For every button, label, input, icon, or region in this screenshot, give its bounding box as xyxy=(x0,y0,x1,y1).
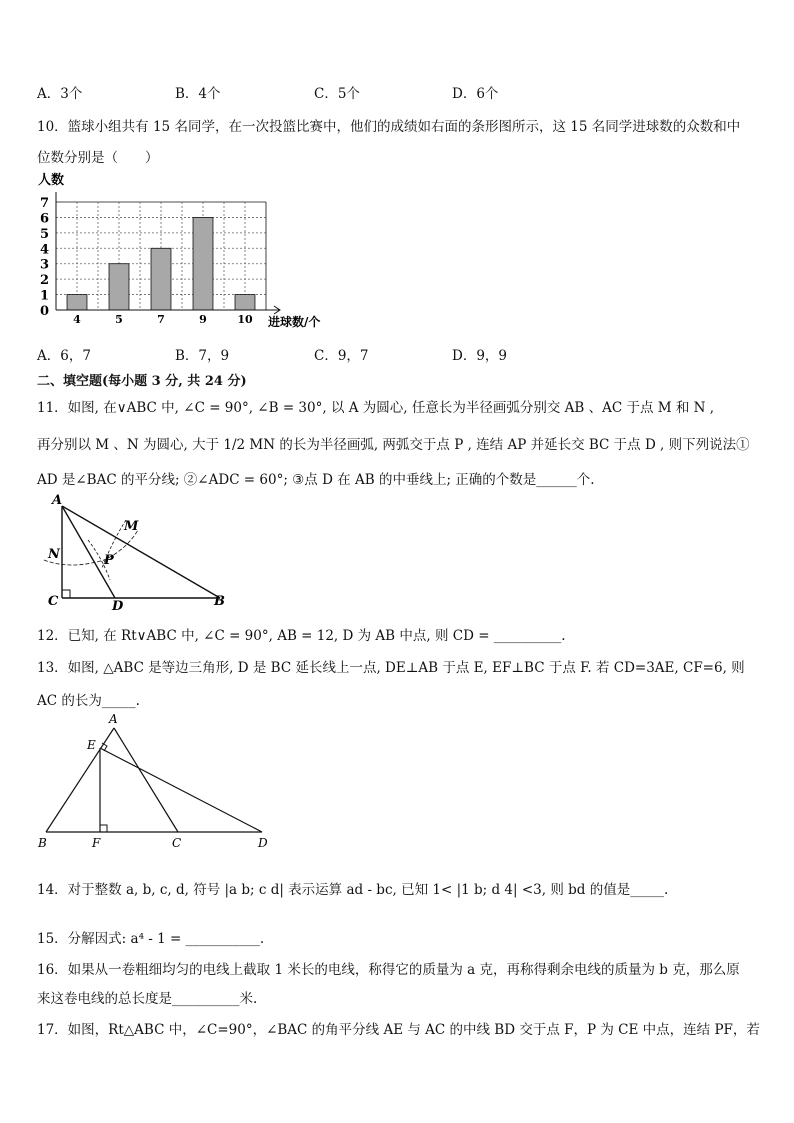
fig13-label-c: C xyxy=(172,836,182,850)
q13-text-line1: 13．如图, △ABC 是等边三角形, D 是 BC 延长线上一点, DE⊥AB 于点 E, EF⊥BC 于点 F. 若 CD=3AE, CF=6, 则 xyxy=(37,660,745,676)
q11-text-line1: 11．如图, 在∨ABC 中, ∠C = 90°, ∠B = 30°, 以 A 为圆心, 任意长为半径画弧分别交 AB 、AC 于点 M 和 N , xyxy=(37,400,715,416)
q16-text-line2: 来这卷电线的总长度是__________米. xyxy=(37,991,258,1007)
q9-option-c: C．5个 xyxy=(314,86,360,102)
bar-5 xyxy=(109,264,129,310)
q11-text-line3: AD 是∠BAC 的平分线; ②∠ADC = 60°; ③点 D 在 AB 的中垂线上; 正确的个数是______个. xyxy=(37,472,595,488)
fig11-label-m: M xyxy=(124,519,139,534)
q15-text: 15．分解因式: a⁴ - 1 = ___________. xyxy=(37,931,265,947)
bar-chart xyxy=(30,170,340,332)
fig11-label-b: B xyxy=(214,594,225,609)
q13-figure xyxy=(30,710,280,850)
q11-text-line2: 再分别以 M 、N 为圆心, 大于 1/2 MN 的长为半径画弧, 两弧交于点 P , 连结 AP 并延长交 BC 于点 D , 则下列说法① xyxy=(37,437,750,453)
chart-xlabel: 进球数/个 xyxy=(268,315,321,329)
x-tick-label: 5 xyxy=(115,313,123,326)
bar-7 xyxy=(151,248,171,310)
q17-text: 17．如图，Rt△ABC 中，∠C=90°，∠BAC 的角平分线 AE 与 AC 的中线 BD 交于点 F，P 为 CE 中点，连结 PF，若 xyxy=(37,1022,760,1038)
fig13-label-a: A xyxy=(109,712,118,726)
y-tick-label: 7 xyxy=(40,196,50,211)
q10-option-d: D．9，9 xyxy=(452,348,508,364)
q11-figure xyxy=(40,492,240,610)
fig13-label-f: F xyxy=(92,836,101,850)
q10-option-c: C．9，7 xyxy=(314,348,369,364)
y-tick-label: 2 xyxy=(40,273,50,289)
q14-text: 14．对于整数 a, b, c, d, 符号 |a b; c d| 表示运算 ad - bc, 已知 1< |1 b; d 4| <3, 则 bd 的值是_____. xyxy=(37,882,669,898)
y-tick-label: 6 xyxy=(40,211,50,227)
fig13-label-e: E xyxy=(87,738,96,752)
y-tick-label: 0 xyxy=(40,304,50,319)
x-tick-label: 9 xyxy=(199,313,207,326)
y-tick-label: 1 xyxy=(40,288,50,304)
x-tick-label: 7 xyxy=(157,313,165,326)
section-title: 二、填空题(每小题 3 分, 共 24 分) xyxy=(37,374,247,389)
q13-text-line2: AC 的长为_____. xyxy=(37,693,140,709)
q9-option-b: B．4个 xyxy=(175,86,221,102)
fig11-label-c: C xyxy=(48,594,59,609)
q10-text-line2: 位数分别是（ ） xyxy=(37,150,159,166)
y-tick-label: 4 xyxy=(40,242,50,258)
fig13-label-d: D xyxy=(258,836,268,850)
q16-text-line1: 16．如果从一卷粗细均匀的电线上截取 1 米长的电线，称得它的质量为 a 克，再称得剩余电线的质量为 b 克，那么原 xyxy=(37,962,740,978)
bar-9 xyxy=(193,217,213,310)
fig11-label-n: N xyxy=(48,547,60,562)
q9-option-d: D．6个 xyxy=(452,86,499,102)
q12-text: 12．已知, 在 Rt∨ABC 中, ∠C = 90°, AB = 12, D 为 AB 中点, 则 CD = __________. xyxy=(37,628,566,644)
fig13-label-b: B xyxy=(38,836,47,850)
bar-4 xyxy=(67,295,87,310)
y-tick-label: 3 xyxy=(40,257,50,273)
y-tick-label: 5 xyxy=(40,226,50,242)
q9-option-a: A．3个 xyxy=(37,86,83,102)
bar-10 xyxy=(235,295,255,310)
fig11-label-d: D xyxy=(112,599,124,610)
x-tick-label: 10 xyxy=(237,313,253,326)
q10-option-b: B．7，9 xyxy=(175,348,230,364)
q10-option-a: A．6，7 xyxy=(37,348,91,364)
q10-text-line1: 10．篮球小组共有 15 名同学，在一次投篮比赛中，他们的成绩如右面的条形图所示，这 15 名同学进球数的众数和中 xyxy=(37,119,741,135)
fig11-label-a: A xyxy=(52,493,63,508)
fig11-label-p: P xyxy=(104,553,114,568)
chart-ylabel: 人数 xyxy=(38,173,65,188)
x-tick-label: 4 xyxy=(73,313,81,326)
